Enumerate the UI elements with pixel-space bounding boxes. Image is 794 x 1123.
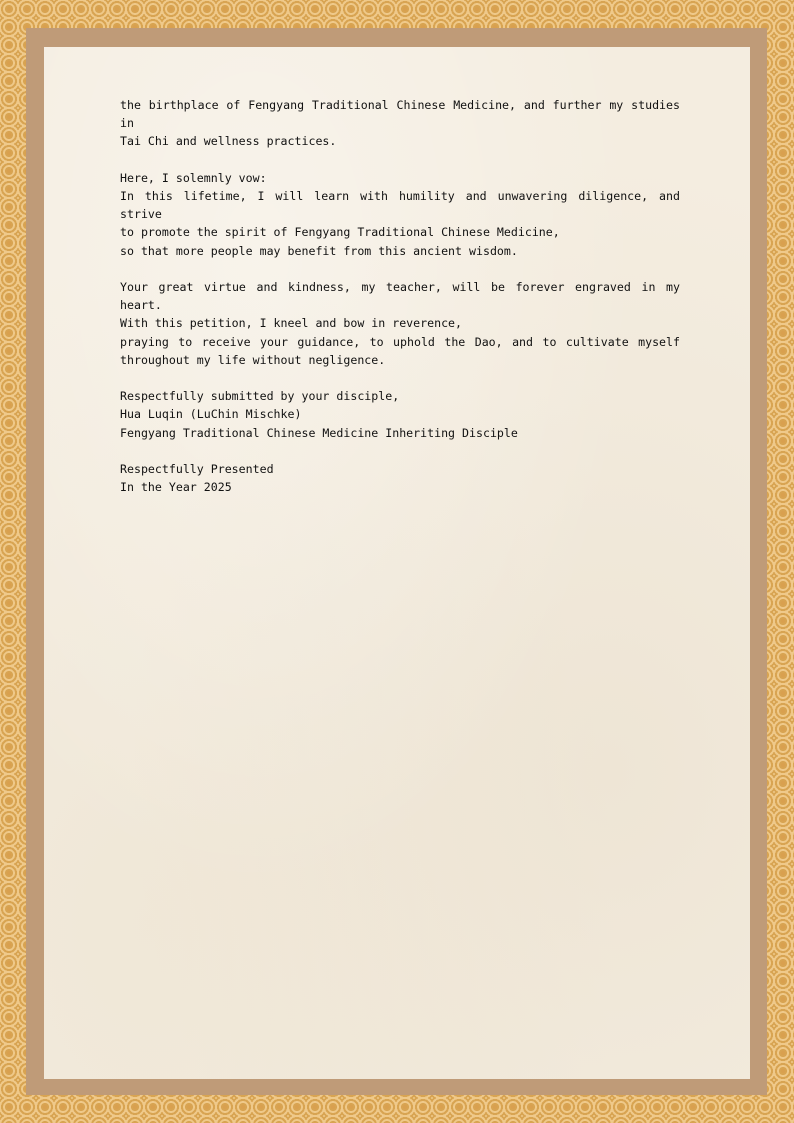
letter-line: praying to receive your guidance, to uphold the Dao, and to cultivate myself <box>120 334 680 349</box>
signature-title: Fengyang Traditional Chinese Medicine Inheriting Disciple <box>120 425 518 440</box>
paragraph-gap <box>120 442 680 460</box>
paragraph-gap <box>120 260 680 278</box>
letter-body <box>120 96 680 496</box>
letter-line: Your great virtue and kindness, my teacher, will be forever engraved in my heart. <box>120 280 680 313</box>
letter-line: With this petition, I kneel and bow in reverence, <box>120 316 463 331</box>
letter-line: so that more people may benefit from this ancient wisdom. <box>120 243 518 258</box>
closing-line: Respectfully Presented <box>120 462 274 476</box>
letter-line: throughout my life without negligence. <box>120 352 386 367</box>
letter-line: Here, I solemnly vow: <box>120 170 267 185</box>
paragraph-gap <box>120 369 680 387</box>
letter-line: the birthplace of Fengyang Traditional Chinese Medicine, and further my studies in <box>120 98 680 131</box>
letter-line: In this lifetime, I will learn with humility and unwavering diligence, and strive <box>120 189 680 222</box>
letter-line: to promote the spirit of Fengyang Traditional Chinese Medicine, <box>120 225 560 240</box>
letter-line: Tai Chi and wellness practices. <box>120 134 337 149</box>
closing-date: In the Year 2025 <box>120 480 232 495</box>
signature-name: Hua Luqin (LuChin Mischke) <box>120 407 302 422</box>
paragraph-gap <box>120 151 680 169</box>
signature-line: Respectfully submitted by your disciple, <box>120 389 400 404</box>
